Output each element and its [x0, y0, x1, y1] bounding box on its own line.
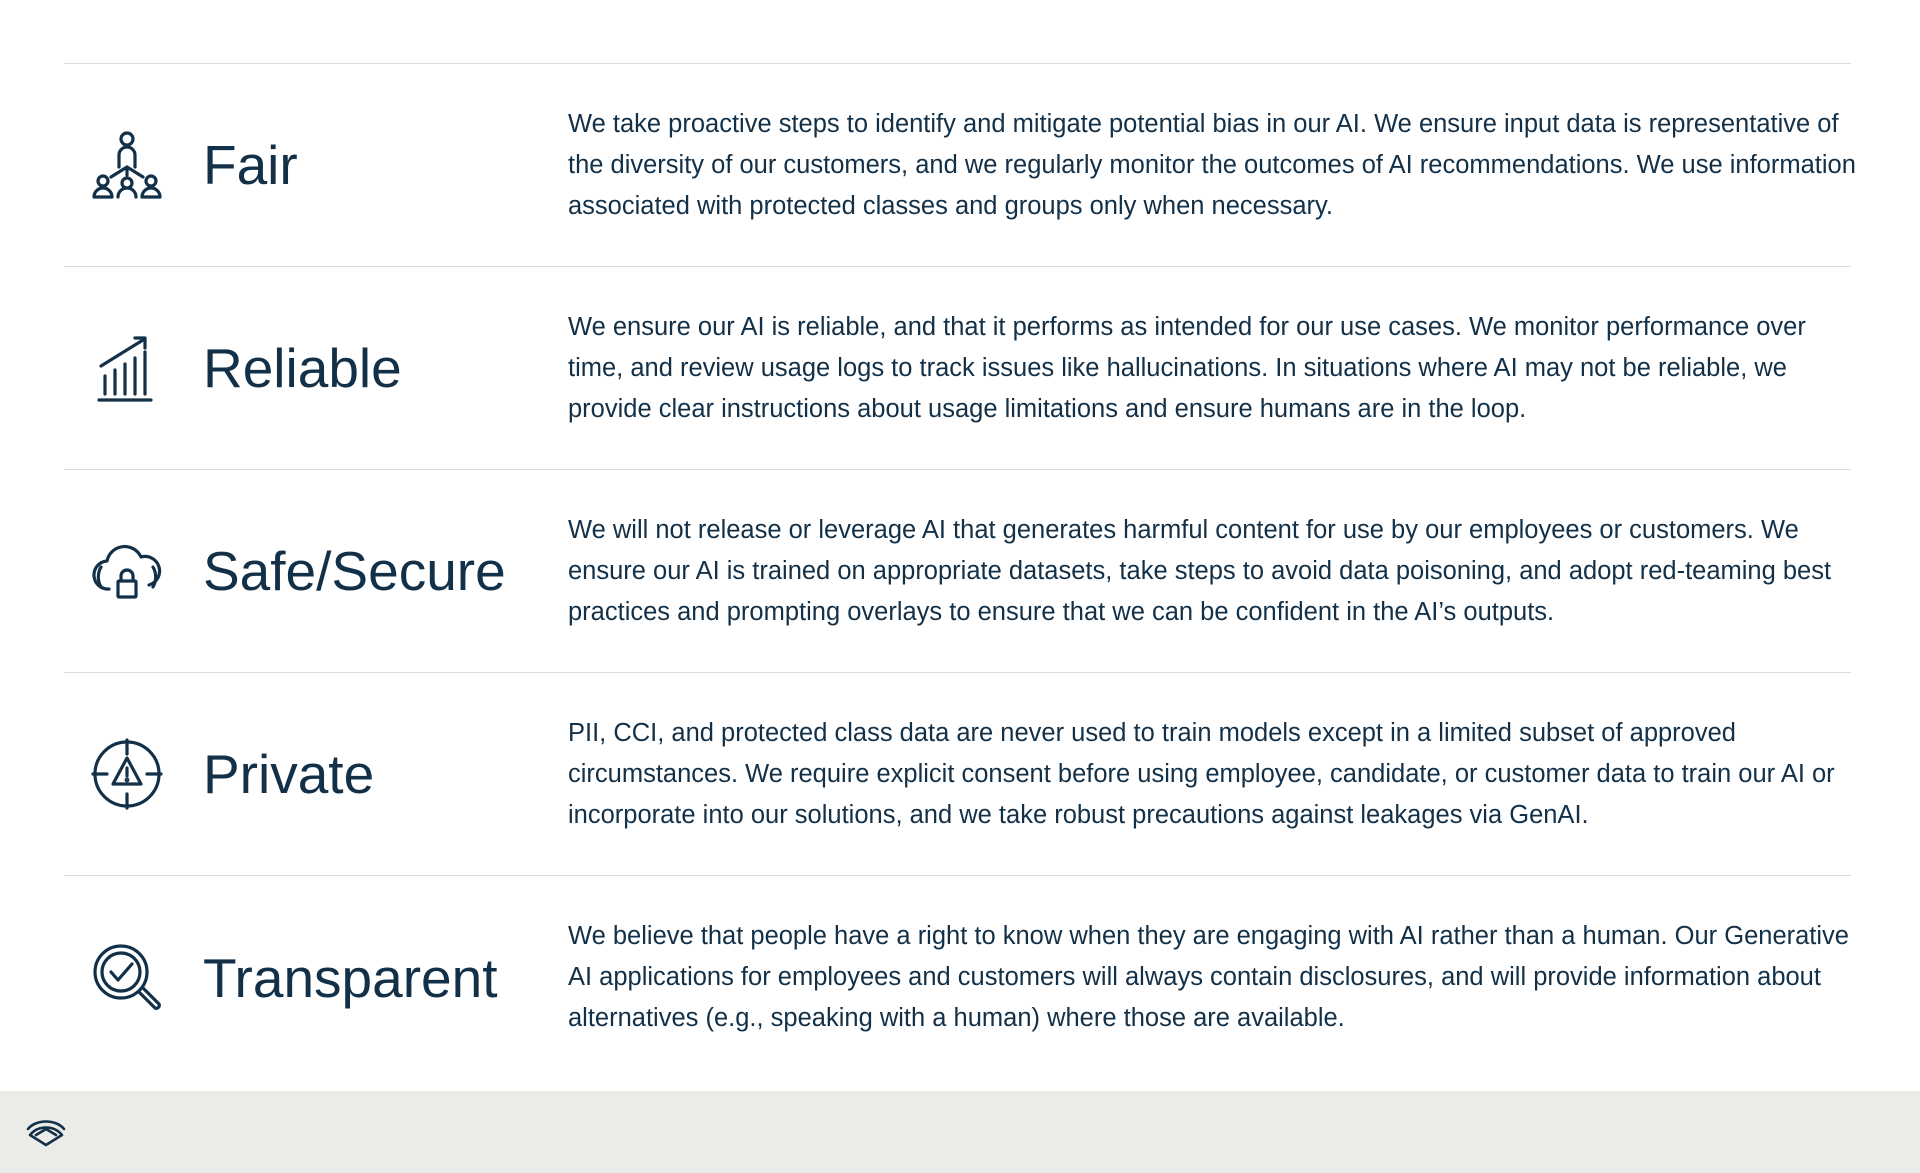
magnifier-check-icon: [89, 940, 165, 1016]
principle-description: We will not release or leverage AI that generates harmful content for use by our employees or customers. We ensure our AI is trained on appropriate datasets, take steps to avoid data poisoning, and adopt red-teaming best practices and prompting overlays to ensure that we can be confident in the AI’s outputs.: [568, 515, 1832, 626]
target-shield-icon: [89, 736, 165, 812]
principle-row-safe-secure: [64, 470, 1851, 673]
principle-row-private: [64, 673, 1851, 876]
principle-description: PII, CCI, and protected class data are never used to train models except in a limited subset of approved circumstances. We require explicit consent before using employee, candidate, or customer data to train our AI or incorporate into our solutions, and we take robust precautions against leakages via GenAI.: [568, 718, 1835, 829]
cloud-lock-icon: [89, 533, 165, 609]
brand-logo-icon: [24, 1113, 68, 1149]
principle-row-fair: [64, 64, 1856, 267]
principle-title: Fair: [203, 134, 298, 196]
principle-row-transparent: [64, 876, 1851, 1079]
principle-title: Private: [203, 743, 375, 805]
bar-chart-trend-icon: [89, 330, 165, 406]
principle-title: Reliable: [203, 337, 402, 399]
people-group-icon: [89, 127, 165, 203]
principle-title: Transparent: [203, 946, 498, 1009]
principle-description: We take proactive steps to identify and mitigate potential bias in our AI. We ensure input data is representative of the diversity of our customers, and we regularly monitor the outcomes of AI recommendations. We use information associated with protected classes and groups only when necessary.: [568, 109, 1856, 220]
principle-row-reliable: [64, 267, 1851, 470]
principle-description: We ensure our AI is reliable, and that it performs as intended for our use cases. We monitor performance over time, and review usage logs to track issues like hallucinations. In situations where AI may not be reliable, we provide clear instructions about usage limitations and ensure humans are in the loop.: [568, 312, 1806, 423]
principle-description: We believe that people have a right to know when they are engaging with AI rather than a human. Our Generative AI applications for employees and customers will always contain disclosures, and will provide information about alternatives (e.g., speaking with a human) where those are available.: [568, 922, 1849, 1032]
footer-bar: [0, 1091, 1920, 1173]
principles-list: [64, 63, 1856, 1079]
principle-title: Safe/Secure: [203, 540, 506, 602]
